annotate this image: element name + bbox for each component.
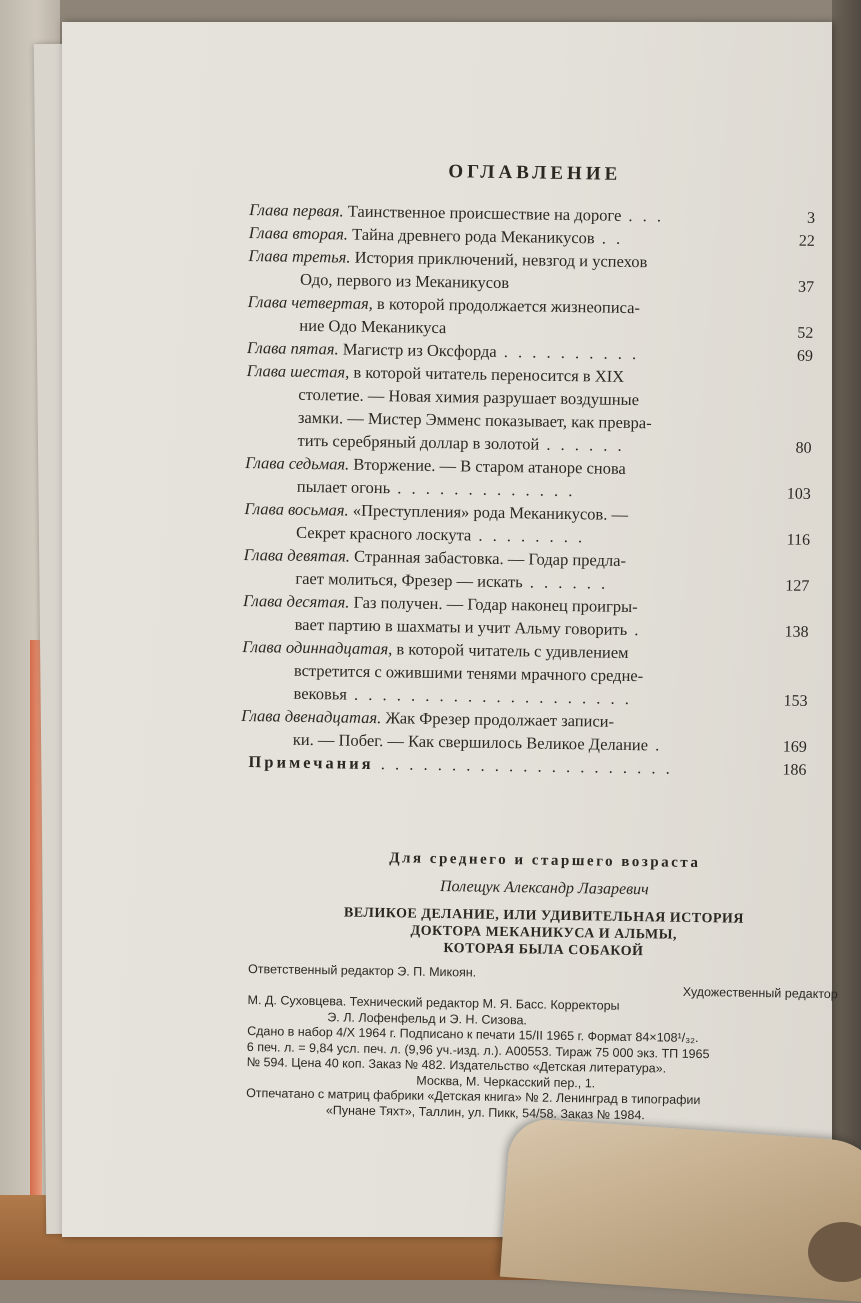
leader-dots: . . . (621, 205, 665, 226)
imprint-line: Отпечатано с матриц фабрики «Детская книга» № 2. Ленинград в типографии (246, 1085, 701, 1108)
chapter-label: Глава четвертая, (247, 291, 374, 313)
chapter-title-cont: встретится с ожившими тенями мрачного средне- (293, 660, 644, 686)
chapter-title-cont: вековья (293, 683, 348, 704)
leader-dots: . . . . . . . . . . (496, 341, 640, 364)
chapter-label: Глава десятая. (242, 590, 350, 612)
page-number: 116 (786, 531, 811, 549)
chapter-label: Глава одиннадцатая, (242, 636, 393, 659)
chapter-title-cont: пылает огонь (296, 476, 391, 498)
author-name: Полещук Александр Лазаревич (439, 877, 649, 899)
book-title (248, 903, 839, 963)
background-right (832, 0, 861, 1280)
chapter-title-cont: Одо, первого из Меканикусов (299, 269, 510, 293)
chapter-label: Глава первая. (249, 199, 344, 221)
imprint-line: Художественный редактор (682, 984, 838, 1001)
chapter-title: Вторжение. — В старом атаноре снова (353, 454, 627, 478)
chapter-title: в которой читатель с удивлением (396, 639, 629, 663)
leader-dots: . . (594, 228, 624, 248)
toc-entry (241, 635, 812, 713)
imprint-line: М. Д. Суховцева. Технический редактор М. Я. Басс. Корректоры (247, 992, 620, 1013)
table-of-contents (240, 158, 820, 782)
page-number: 103 (786, 485, 811, 503)
imprint-line: № 594. Цена 40 коп. Заказ № 482. Издательство «Детская литература». (246, 1054, 667, 1076)
page-number: 22 (798, 232, 815, 250)
leader-dots: . . . . . . (539, 434, 625, 455)
book-title-line: ВЕЛИКОЕ ДЕЛАНИЕ, ИЛИ УДИВИТЕЛЬНАЯ ИСТОРИЯ (343, 905, 745, 927)
leader-dots: . (627, 619, 642, 640)
page-number: 52 (797, 324, 814, 342)
chapter-title-cont: гает молиться, Фрезер — искать (295, 568, 523, 592)
chapter-title-cont: вает партию в шахматы и учит Альму говорить (294, 614, 628, 639)
chapter-title: Странная забастовка. — Годар предла- (353, 546, 627, 570)
book-title-line: ДОКТОРА МЕКАНИКУСА И АЛЬМЫ, (410, 923, 678, 943)
leader-dots: . . . . . . . . . . . . . . . . . . . . . (373, 754, 674, 778)
page-number: 138 (784, 623, 809, 641)
page-number: 69 (796, 347, 814, 365)
imprint-line: Москва, М. Черкасский пер., 1. (416, 1073, 596, 1090)
chapter-label: Глава двенадцатая. (241, 705, 382, 728)
publication-details (246, 962, 838, 1126)
chapter-title-cont: столетие. — Новая химия разрушает воздушные (298, 384, 640, 410)
chapter-title: Таинственное происшествие на дороге (347, 201, 622, 225)
age-group: Для среднего и старшего возраста (389, 850, 701, 872)
page-number: 127 (785, 577, 810, 595)
chapter-title: Жак Фрезер продолжает записи- (385, 708, 615, 731)
chapter-title-cont: тить серебряный доллар в золотой (297, 430, 540, 454)
book-title-line: КОТОРАЯ БЫЛА СОБАКОЙ (443, 941, 644, 960)
imprint-block (246, 848, 840, 1126)
chapter-label: Глава вторая. (248, 222, 349, 244)
chapter-label: Глава пятая. (246, 337, 339, 359)
wooden-book-stand (500, 1117, 861, 1303)
chapter-title-cont: ки. — Побег. — Как свершилось Великое Делание (292, 729, 649, 755)
imprint-line: 6 печ. л. = 9,84 усл. печ. л. (9,96 уч.-изд. л.). А00553. Тираж 75 000 экз. ТП 1965 (246, 1039, 710, 1061)
toc-title: ОГЛАВЛЕНИЕ (448, 161, 622, 185)
toc-entry (245, 359, 816, 460)
imprint-line: «Пунане Тяхт», Таллин, ул. Пикк, 54/58. Заказ № 1984. (325, 1102, 645, 1122)
chapter-title: «Преступления» рода Меканикусов. — (352, 500, 629, 524)
page-number: 186 (782, 761, 807, 779)
chapter-title: в которой продолжается жизнеописа- (376, 294, 641, 318)
chapter-title-cont: ние Одо Меканикуса (299, 315, 447, 338)
chapter-label: Глава седьмая. (245, 452, 350, 474)
chapter-title-cont: замки. — Мистер Эмменс показывает, как превра- (297, 407, 652, 433)
notes-label: Примечания (248, 752, 374, 774)
imprint-line: Э. Л. Лофенфельд и Э. Н. Сизова. (327, 1009, 528, 1027)
chapter-label: Глава девятая. (243, 544, 351, 566)
chapter-title: в которой читатель переносится в XIX (353, 362, 625, 386)
chapter-title: История приключений, невзгод и успехов (354, 247, 648, 272)
chapter-title: Магистр из Оксфорда (342, 339, 497, 361)
page-number: 153 (783, 692, 808, 710)
page-number: 169 (782, 738, 807, 756)
chapter-label: Глава третья. (248, 245, 351, 267)
imprint-line: Сдано в набор 4/X 1964 г. Подписано к печати 15/II 1965 г. Формат 84×108¹/₃₂. (247, 1023, 699, 1046)
leader-dots: . . . . . . . . . . . . . (390, 478, 576, 501)
chapter-title: Тайна древнего рода Меканикусов (351, 224, 595, 248)
page-number: 80 (795, 439, 812, 457)
leader-dots: . . . . . . . . (471, 525, 586, 547)
chapter-title: Газ получен. — Годар наконец проигры- (353, 592, 638, 617)
page-number: 37 (797, 278, 815, 296)
chapter-title-cont: Секрет красного лоскута (295, 522, 472, 545)
leader-dots: . (647, 735, 663, 755)
leader-dots: . . . . . . (522, 572, 609, 593)
page-number: 3 (806, 209, 816, 227)
imprint-line: Ответственный редактор Э. П. Микоян. (247, 961, 477, 980)
leader-dots: . . . . . . . . . . . . . . . . . . . . (346, 684, 633, 709)
chapter-label: Глава шестая, (246, 360, 350, 382)
chapter-label: Глава восьмая. (244, 498, 349, 520)
